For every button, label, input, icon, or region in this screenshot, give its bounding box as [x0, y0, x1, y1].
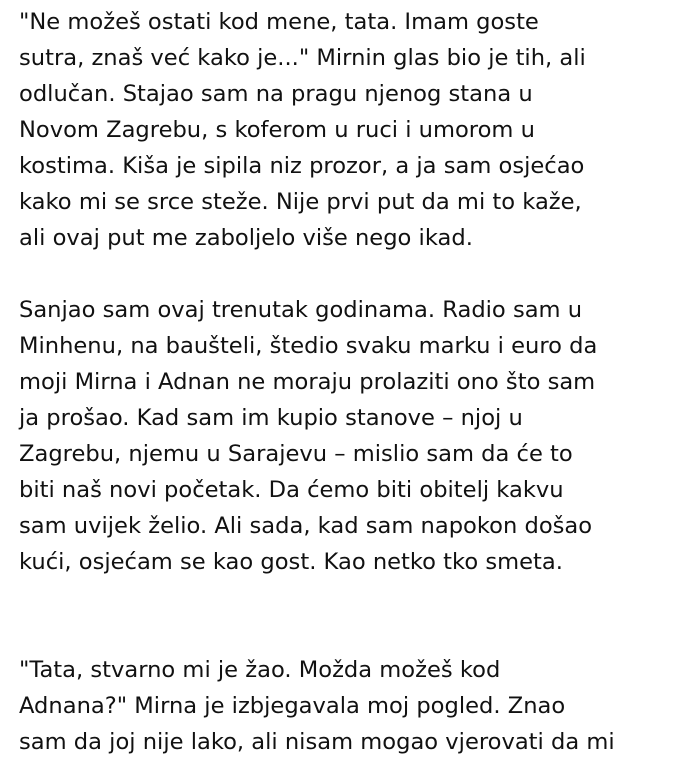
paragraph-spacer [19, 616, 691, 652]
text-line: kako mi se srce steže. Nije prvi put da mi to kaže, [19, 189, 582, 215]
text-line: sam uvijek želio. Ali sada, kad sam napokon došao [19, 513, 593, 539]
text-line: "Ne možeš ostati kod mene, tata. Imam goste [19, 9, 539, 35]
text-line: ali ovaj put me zaboljelo više nego ikad. [19, 225, 473, 251]
text-line: Minhenu, na baušteli, štedio svaku marku i euro da [19, 333, 598, 359]
text-line: Zagrebu, njemu u Sarajevu – mislio sam da će to [19, 441, 573, 467]
text-line [19, 580, 691, 616]
paragraph-2 [19, 292, 691, 616]
text-line: sutra, znaš već kako je..." Mirnin glas bio je tih, ali [19, 45, 586, 71]
text-line: "Tata, stvarno mi je žao. Možda možeš kod [19, 657, 501, 683]
text-line: kući, osjećam se kao gost. Kao netko tko smeta. [19, 549, 563, 575]
text-line: ja prošao. Kad sam im kupio stanove – njoj u [19, 405, 523, 431]
paragraph-3 [19, 652, 691, 760]
paragraph-spacer [19, 256, 691, 292]
text-line: Novom Zagrebu, s koferom u ruci i umorom u [19, 117, 535, 143]
text-line: Adnana?" Mirna je izbjegavala moj pogled. Znao [19, 693, 566, 719]
story-text [19, 4, 691, 760]
text-line: biti naš novi početak. Da ćemo biti obitelj kakvu [19, 477, 564, 503]
text-line: kostima. Kiša je sipila niz prozor, a ja sam osjećao [19, 153, 585, 179]
text-line: odlučan. Stajao sam na pragu njenog stana u [19, 81, 533, 107]
text-line: Sanjao sam ovaj trenutak godinama. Radio sam u [19, 297, 583, 323]
text-line: moji Mirna i Adnan ne moraju prolaziti ono što sam [19, 369, 596, 395]
paragraph-1 [19, 4, 691, 256]
text-line: sam da joj nije lako, ali nisam mogao vjerovati da mi [19, 729, 615, 755]
